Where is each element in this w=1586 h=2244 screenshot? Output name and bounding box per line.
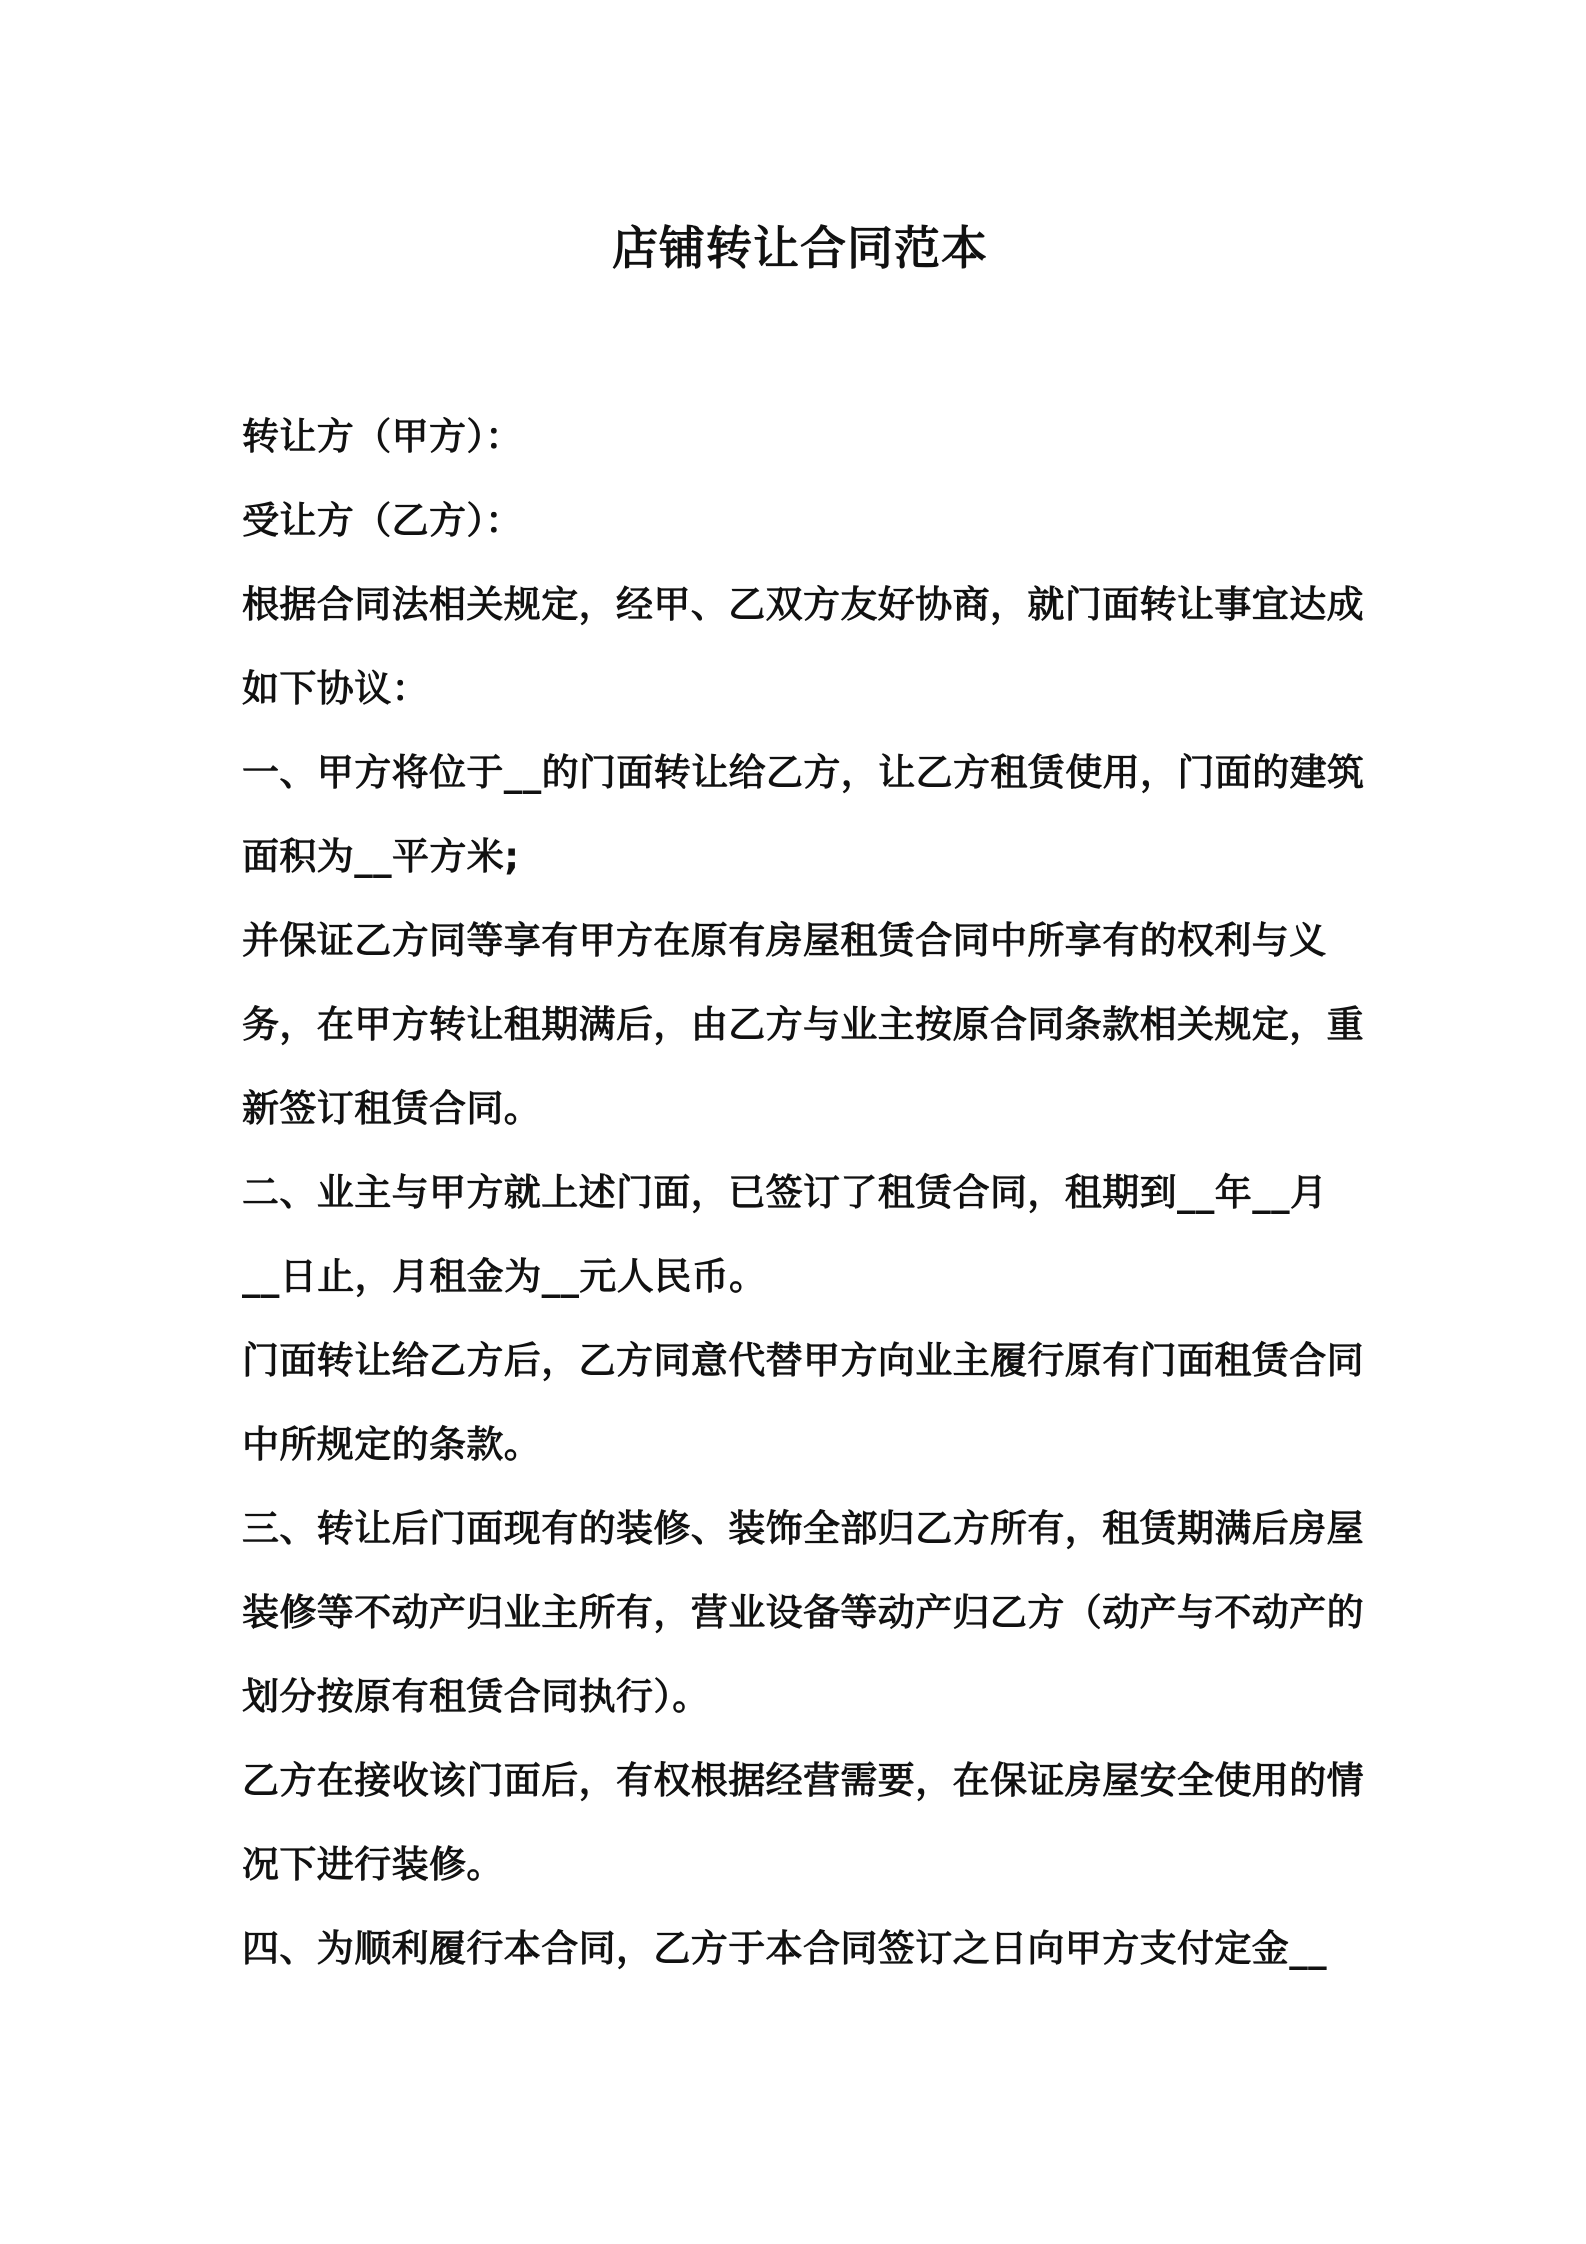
clause-3-line: 三、转让后门面现有的装修、装饰全部归乙方所有，租赁期满后房屋: [242, 1507, 1364, 1550]
transferor-line: 转让方（甲方）：: [242, 415, 523, 458]
document-title: 店铺转让合同范本: [612, 221, 988, 275]
clause-2-line: 门面转让给乙方后，乙方同意代替甲方向业主履行原有门面租赁合同: [242, 1339, 1364, 1382]
clause-2-line: 二、业主与甲方就上述门面，已签订了租赁合同，租期到__年__月: [242, 1171, 1328, 1214]
transferee-line: 受让方（乙方）：: [242, 499, 523, 542]
clause-3-line: 乙方在接收该门面后，有权根据经营需要，在保证房屋安全使用的情: [242, 1759, 1364, 1802]
preamble-line: 如下协议：: [242, 667, 429, 710]
clause-1-line: 务，在甲方转让租期满后，由乙方与业主按原合同条款相关规定，重: [242, 1003, 1364, 1046]
clause-3-line: 况下进行装修。: [242, 1843, 504, 1886]
clause-2-line: __日止，月租金为__元人民币。: [242, 1255, 767, 1298]
clause-2-line: 中所规定的条款。: [242, 1423, 542, 1466]
clause-1-line: 并保证乙方同等享有甲方在原有房屋租赁合同中所享有的权利与义: [242, 919, 1327, 962]
preamble-line: 根据合同法相关规定，经甲、乙双方友好协商，就门面转让事宜达成: [242, 583, 1364, 626]
clause-1-line: 面积为__平方米;: [242, 835, 520, 878]
document-body: [242, 395, 1422, 1991]
clause-3-line: 划分按原有租赁合同执行）。: [242, 1675, 710, 1718]
clause-4-line: 四、为顺利履行本合同，乙方于本合同签订之日向甲方支付定金__: [242, 1927, 1327, 1970]
clause-1-line: 新签订租赁合同。: [242, 1087, 542, 1130]
clause-1-line: 一、甲方将位于__的门面转让给乙方，让乙方租赁使用，门面的建筑: [242, 751, 1365, 794]
clause-3-line: 装修等不动产归业主所有，营业设备等动产归乙方（动产与不动产的: [242, 1591, 1364, 1634]
